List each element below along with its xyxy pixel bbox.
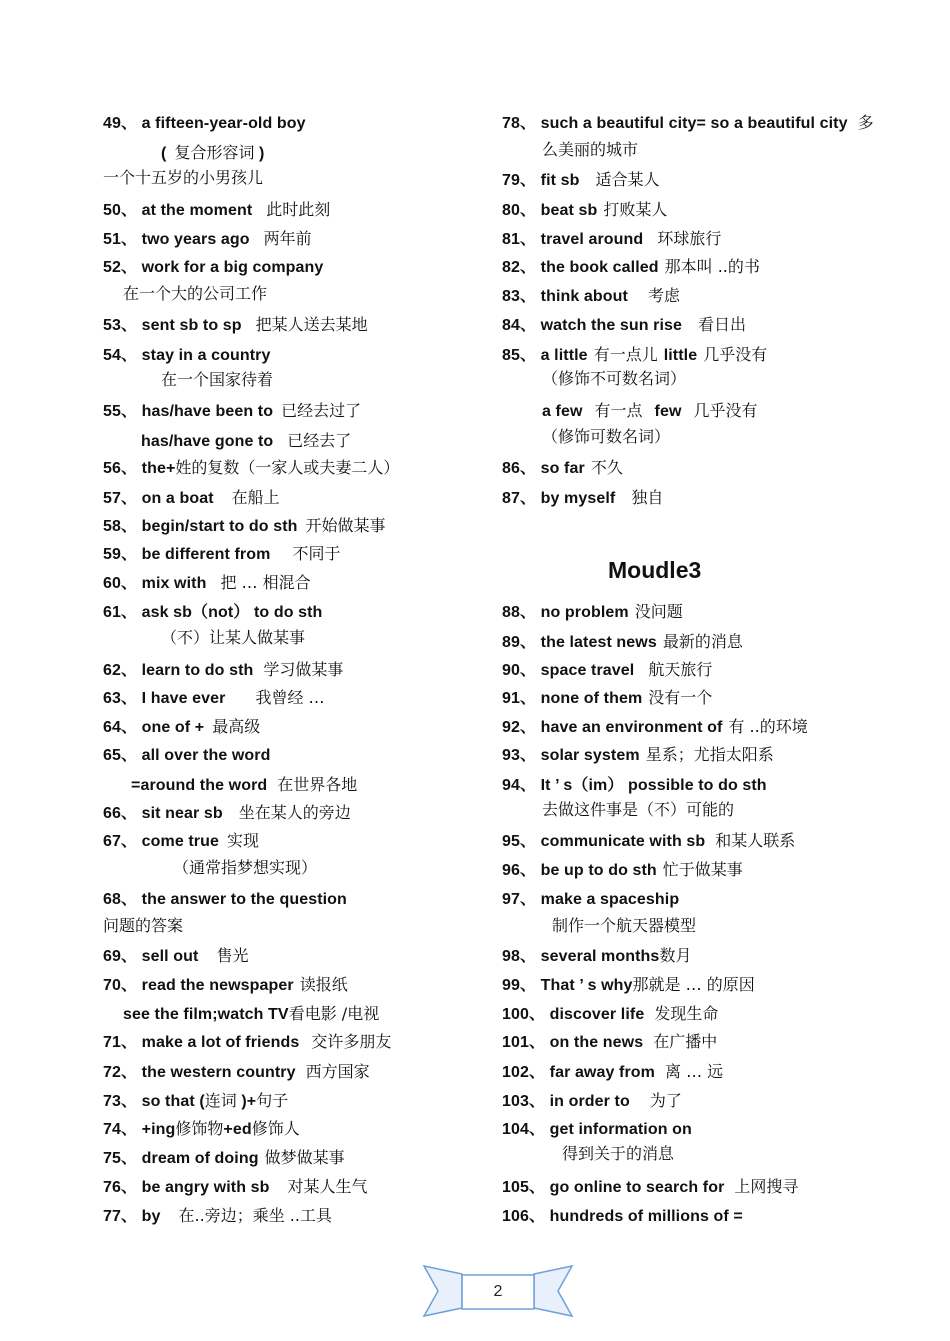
chinese-meaning: 去做这件事是（不）可能的 — [542, 800, 735, 819]
chinese-meaning: 西方国家 — [305, 1062, 370, 1081]
chinese-meaning: 有 ..的环境 — [728, 717, 808, 736]
english-phrase: 66、 sit near sb — [103, 805, 223, 822]
left-entry — [161, 370, 273, 390]
chinese-meaning: 考虑 — [647, 286, 680, 305]
english-phrase: 78、 such a beautiful city= so a beautiful city — [502, 115, 848, 132]
chinese-meaning: （通常指梦想实现） — [173, 858, 318, 877]
english-phrase: 63、 I have ever — [103, 690, 226, 707]
left-entry — [103, 458, 399, 479]
english-phrase: 71、 make a lot of friends — [103, 1034, 300, 1051]
english-phrase: 77、 by — [103, 1208, 161, 1225]
left-entry — [103, 229, 312, 250]
english-phrase: 59、 be different from — [103, 546, 271, 563]
english-phrase: ) — [254, 145, 265, 162]
left-entry — [103, 946, 248, 967]
chinese-meaning: 几乎没有 — [693, 401, 758, 420]
chinese-meaning: 数月 — [659, 946, 692, 965]
english-phrase: see the film; — [123, 1006, 218, 1023]
english-phrase: a few — [542, 403, 583, 420]
left-entry — [103, 602, 322, 623]
chinese-meaning: 我曾经 … — [255, 688, 325, 707]
chinese-meaning: 星系；尤指太阳系 — [645, 745, 774, 764]
chinese-meaning: 实现 — [227, 831, 260, 850]
chinese-meaning: 那本叫 ..的书 — [664, 257, 760, 276]
english-phrase: 73、 so that ( — [103, 1093, 205, 1110]
english-phrase: 62、 learn to do sth — [103, 662, 254, 679]
chinese-meaning: 和某人联系 — [715, 831, 796, 850]
chinese-meaning: 在..旁边；乘坐 ..工具 — [178, 1206, 332, 1225]
english-phrase: 64、 one of + — [103, 719, 205, 736]
chinese-meaning: 几乎没有 — [703, 345, 768, 364]
left-entry — [103, 660, 343, 681]
right-entry — [502, 632, 743, 653]
chinese-meaning: 独自 — [631, 488, 664, 507]
chinese-meaning: 制作一个航天器模型 — [552, 916, 697, 935]
chinese-meaning: 么美丽的城市 — [542, 140, 639, 159]
english-phrase: has/have gone to — [141, 433, 274, 450]
english-phrase: 88、 no problem — [502, 604, 629, 621]
english-phrase: 95、 communicate with sb — [502, 833, 706, 850]
chinese-meaning: 上网搜寻 — [734, 1177, 799, 1196]
right-entry — [502, 458, 623, 479]
chinese-meaning: （修饰可数名词） — [542, 427, 671, 446]
english-phrase: few — [654, 403, 682, 420]
right-entry — [502, 170, 659, 191]
right-entry — [502, 315, 746, 336]
english-phrase: 99、 That ’ s why — [502, 977, 633, 994]
chinese-meaning: 学习做某事 — [263, 660, 344, 679]
right-column — [502, 0, 902, 1240]
english-phrase: 60、 mix with — [103, 575, 207, 592]
chinese-meaning: 读报纸 — [299, 975, 348, 994]
right-entry — [542, 140, 638, 160]
english-phrase: 89、 the latest news — [502, 634, 657, 651]
left-entry — [103, 1032, 391, 1053]
english-phrase: 69、 sell out — [103, 948, 199, 965]
right-entry — [502, 860, 743, 881]
english-phrase: 81、 travel around — [502, 231, 644, 248]
english-phrase: 49、 a fifteen-year-old boy — [103, 115, 306, 132]
right-entry — [502, 1206, 743, 1227]
chinese-meaning: 句子 — [256, 1091, 289, 1110]
chinese-meaning: 那就是 … 的原因 — [632, 975, 755, 994]
chinese-meaning: 问题的答案 — [103, 916, 184, 935]
left-entry — [103, 200, 330, 221]
left-entry — [103, 717, 260, 738]
chinese-meaning: 在一个大的公司工作 — [123, 284, 268, 303]
english-phrase: 74、 +ing — [103, 1121, 176, 1138]
chinese-meaning: 环球旅行 — [657, 229, 722, 248]
english-phrase: 50、 at the moment — [103, 202, 253, 219]
english-phrase: 55、 has/have been to — [103, 403, 274, 420]
right-entry — [502, 200, 667, 221]
english-phrase: 97、 make a spaceship — [502, 891, 680, 908]
english-phrase: 102、 far away from — [502, 1064, 655, 1081]
chinese-meaning: 离 … 远 — [664, 1062, 724, 1081]
english-phrase: 90、 space travel — [502, 662, 635, 679]
chinese-meaning: 把 … 相混合 — [220, 573, 311, 592]
section-title: Moudle3 — [608, 557, 702, 583]
chinese-meaning: 不同于 — [292, 544, 341, 563]
left-entry — [103, 573, 311, 594]
english-phrase: 92、 have an environment of — [502, 719, 723, 736]
chinese-meaning: 在世界各地 — [277, 775, 358, 794]
left-entry — [103, 1119, 300, 1140]
right-entry — [502, 660, 712, 681]
chinese-meaning: 看日出 — [698, 315, 747, 334]
right-entry — [502, 1004, 718, 1025]
chinese-meaning: 在船上 — [231, 488, 280, 507]
english-phrase: 54、 stay in a country — [103, 347, 271, 364]
chinese-meaning: 对某人生气 — [287, 1177, 368, 1196]
english-phrase: 86、 so far — [502, 460, 585, 477]
chinese-meaning: 复合形容词 — [174, 143, 255, 162]
chinese-meaning: 在一个国家待着 — [161, 370, 274, 389]
chinese-meaning: 修饰人 — [251, 1119, 300, 1138]
left-entry — [103, 1177, 368, 1198]
right-entry — [502, 602, 683, 623]
right-entry — [502, 775, 767, 796]
right-entry — [502, 488, 663, 509]
right-entry — [552, 916, 696, 936]
english-phrase: 87、 by myself — [502, 490, 616, 507]
chinese-meaning: 发现生命 — [654, 1004, 719, 1023]
left-entry — [103, 516, 386, 537]
english-phrase: watch TV — [217, 1006, 289, 1023]
left-entry — [103, 113, 306, 134]
page-footer — [420, 1262, 576, 1322]
english-phrase: 79、 fit sb — [502, 172, 580, 189]
chinese-meaning: 修饰物 — [175, 1119, 224, 1138]
left-entry — [103, 1148, 345, 1169]
english-phrase: 104、 get information on — [502, 1121, 692, 1138]
english-phrase: little — [663, 347, 698, 364]
english-phrase: 65、 all over the word — [103, 747, 271, 764]
chinese-meaning: 开始做某事 — [305, 516, 386, 535]
english-phrase: 103、 in order to — [502, 1093, 630, 1110]
right-entry — [542, 401, 758, 422]
right-entry — [542, 427, 670, 447]
right-entry — [502, 831, 795, 852]
chinese-meaning: 售光 — [216, 946, 249, 965]
left-entry — [161, 628, 305, 648]
left-entry — [103, 401, 361, 422]
left-entry — [103, 889, 347, 910]
left-entry — [103, 345, 271, 366]
english-phrase: 93、 solar system — [502, 747, 640, 764]
english-phrase: 72、 the western country — [103, 1064, 296, 1081]
english-phrase: 53、 sent sb to sp — [103, 317, 242, 334]
chinese-meaning: 已经去了 — [287, 431, 352, 450]
left-entry — [173, 858, 317, 878]
english-phrase: 80、 beat sb — [502, 202, 598, 219]
chinese-meaning: 已经去过了 — [281, 401, 362, 420]
chinese-meaning: 没有一个 — [648, 688, 713, 707]
chinese-meaning: 有一点 — [594, 401, 643, 420]
left-entry — [103, 831, 259, 852]
english-phrase: 70、 read the newspaper — [103, 977, 294, 994]
english-phrase: 58、 begin/start to do sth — [103, 518, 298, 535]
chinese-meaning: 看电影 /电视 — [288, 1004, 380, 1023]
chinese-meaning: 交许多朋友 — [311, 1032, 392, 1051]
right-entry — [502, 688, 712, 709]
english-phrase: 105、 go online to search for — [502, 1179, 725, 1196]
chinese-meaning: 没问题 — [634, 602, 683, 621]
english-phrase: 52、 work for a big company — [103, 259, 324, 276]
chinese-meaning: 坐在某人的旁边 — [238, 803, 351, 822]
chinese-meaning: 为了 — [649, 1091, 682, 1110]
chinese-meaning: （不）让某人做某事 — [161, 628, 306, 647]
right-entry — [502, 745, 774, 766]
chinese-meaning: 有一点儿 — [593, 345, 658, 364]
chinese-meaning: 把某人送去某地 — [255, 315, 368, 334]
chinese-meaning: 不久 — [590, 458, 623, 477]
chinese-meaning: 最新的消息 — [662, 632, 743, 651]
right-entry — [542, 800, 734, 820]
left-entry — [123, 1004, 379, 1025]
chinese-meaning: 打败某人 — [603, 200, 668, 219]
english-phrase: 67、 come true — [103, 833, 220, 850]
left-entry — [141, 431, 351, 452]
left-entry — [103, 1206, 332, 1227]
english-phrase: 51、 two years ago — [103, 231, 250, 248]
left-entry — [103, 315, 368, 336]
right-entry — [502, 1119, 692, 1140]
right-entry — [502, 229, 721, 250]
left-column — [103, 0, 503, 1240]
chinese-meaning: 航天旅行 — [648, 660, 713, 679]
left-entry — [103, 745, 270, 766]
english-phrase: ( — [161, 145, 167, 162]
left-entry — [103, 544, 340, 565]
chinese-meaning: 连词 — [204, 1091, 237, 1110]
chinese-meaning: 做梦做某事 — [264, 1148, 345, 1167]
left-entry — [123, 284, 267, 304]
english-phrase: 84、 watch the sun rise — [502, 317, 683, 334]
english-phrase: 76、 be angry with sb — [103, 1179, 270, 1196]
english-phrase: =around the word — [131, 777, 268, 794]
right-entry — [542, 369, 686, 389]
english-phrase: 57、 on a boat — [103, 490, 214, 507]
page-number: 2 — [493, 1283, 503, 1300]
chinese-meaning: 两年前 — [263, 229, 312, 248]
right-entry — [502, 1032, 717, 1053]
english-phrase: 68、 the answer to the question — [103, 891, 347, 908]
left-entry — [103, 916, 183, 936]
right-entry — [502, 286, 680, 307]
english-phrase: )+ — [236, 1093, 257, 1110]
english-phrase: 85、 a little — [502, 347, 588, 364]
left-entry — [103, 975, 348, 996]
left-entry — [103, 1091, 288, 1112]
english-phrase: 56、 the+ — [103, 460, 176, 477]
right-entry — [502, 1177, 798, 1198]
left-entry — [103, 257, 323, 278]
chinese-meaning: 在广播中 — [653, 1032, 718, 1051]
chinese-meaning: 得到关于的消息 — [562, 1144, 675, 1163]
chinese-meaning: 适合某人 — [595, 170, 660, 189]
english-phrase: +ed — [223, 1121, 252, 1138]
chinese-meaning: 最高级 — [212, 717, 261, 736]
chinese-meaning: （修饰不可数名词） — [542, 369, 687, 388]
left-entry — [103, 1062, 370, 1083]
right-entry — [502, 889, 679, 910]
chinese-meaning: 姓的复数（一家人或夫妻二人） — [175, 458, 400, 477]
right-entry — [502, 975, 755, 996]
chinese-meaning: 一个十五岁的小男孩儿 — [103, 168, 264, 187]
right-entry — [502, 946, 691, 967]
chinese-meaning: 忙于做某事 — [662, 860, 743, 879]
left-entry — [103, 803, 351, 824]
english-phrase: 106、 hundreds of millions of = — [502, 1208, 743, 1225]
left-entry — [131, 775, 357, 796]
left-entry — [103, 688, 325, 709]
english-phrase: 82、 the book called — [502, 259, 659, 276]
chinese-meaning: 多 — [857, 113, 874, 132]
right-entry — [562, 1144, 674, 1164]
left-entry — [161, 143, 264, 164]
chinese-meaning: 此时此刻 — [266, 200, 331, 219]
english-phrase: 75、 dream of doing — [103, 1150, 259, 1167]
english-phrase: 96、 be up to do sth — [502, 862, 657, 879]
right-entry — [502, 717, 808, 738]
right-entry — [502, 113, 874, 134]
left-entry — [103, 488, 280, 509]
english-phrase: 100、 discover life — [502, 1006, 645, 1023]
english-phrase: 98、 several months — [502, 948, 660, 965]
english-phrase: 83、 think about — [502, 288, 628, 305]
english-phrase: 94、 It ’ s（im） possible to do sth — [502, 777, 767, 794]
english-phrase: 101、 on the news — [502, 1034, 644, 1051]
english-phrase: 91、 none of them — [502, 690, 643, 707]
right-entry — [502, 1091, 682, 1112]
right-entry — [502, 257, 760, 278]
left-entry — [103, 168, 263, 188]
right-entry — [502, 345, 767, 366]
english-phrase: 61、 ask sb（not） to do sth — [103, 604, 323, 621]
right-entry — [502, 1062, 723, 1083]
